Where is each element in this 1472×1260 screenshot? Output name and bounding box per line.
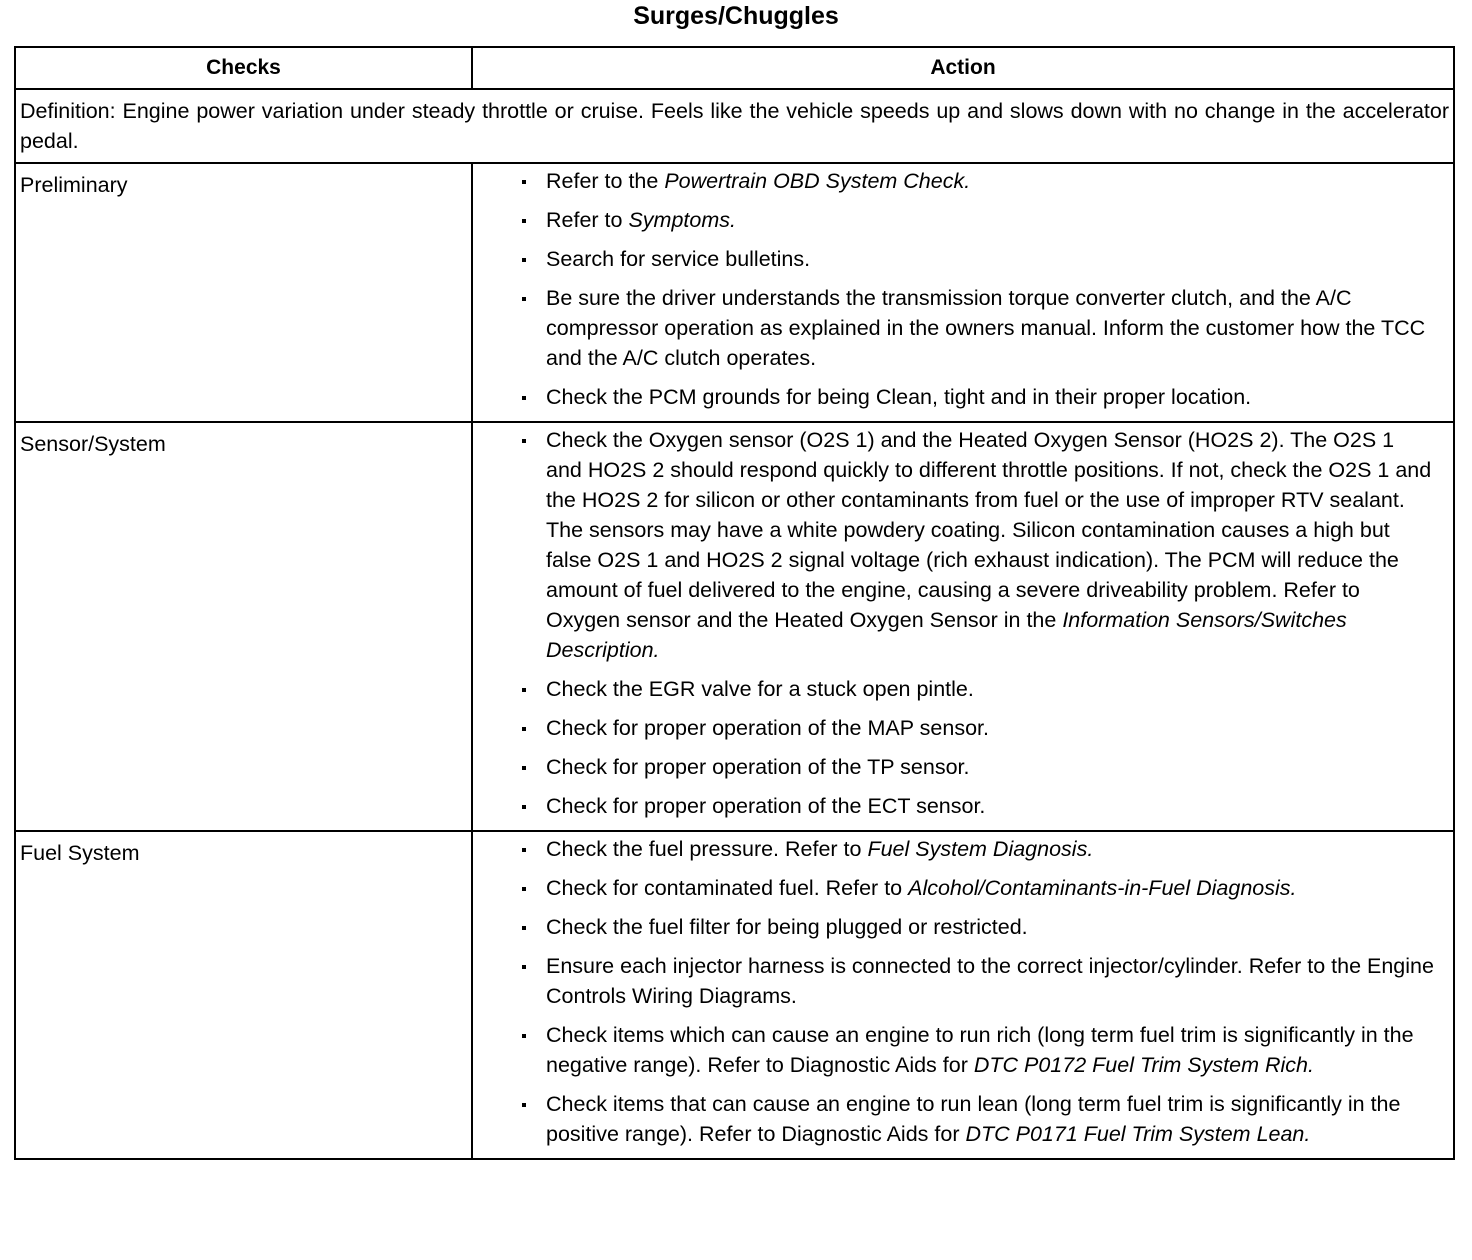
table-row [15,831,1454,1159]
action-text: Check for contaminated fuel. Refer to [546,876,909,900]
action-cell [472,422,1454,831]
action-text: Be sure the driver understands the transmission torque converter clutch, and the A/C compressor operation as explained in the owners manual. Inform the customer how the TCC and the A/C clutch operates. [546,286,1426,370]
action-item [521,674,1435,704]
page-title: Surges/Chuggles [633,2,839,30]
check-category: Preliminary [15,163,472,422]
action-item [521,283,1435,373]
action-text: Refer to [546,208,629,232]
table-row [15,422,1454,831]
action-text: Check the fuel filter for being plugged or restricted. [546,915,1028,939]
check-category: Sensor/System [15,422,472,831]
action-item [521,752,1435,782]
action-item [521,425,1435,665]
action-list [473,164,1453,412]
definition-text: Definition: Engine power variation under steady throttle or cruise. Feels like the vehicle speeds up and slows down with no change in the accelerator pedal. [15,89,1454,163]
action-item [521,205,1435,235]
reference-text: Fuel System Diagnosis. [867,837,1094,861]
action-item [521,912,1435,942]
action-item [521,1089,1435,1149]
action-item [521,713,1435,743]
reference-text: DTC P0171 Fuel Trim System Lean. [965,1122,1311,1146]
action-text: Check the PCM grounds for being Clean, tight and in their proper location. [546,385,1252,409]
action-text: Check items that can cause an engine to run lean (long term fuel trim is significantly in the positive range). Refer to Diagnostic Aids for [546,1092,1401,1146]
action-text: Refer to the [546,169,665,193]
diagnosis-table [14,46,1455,1160]
action-item [521,791,1435,821]
action-text: Check items which can cause an engine to run rich (long term fuel trim is significantly in the negative range). Refer to Diagnostic Aids for [546,1023,1414,1077]
definition-row [15,89,1454,163]
check-category: Fuel System [15,831,472,1159]
reference-text: Symptoms. [628,208,736,232]
action-text: Check for proper operation of the ECT sensor. [546,794,986,818]
table-row [15,163,1454,422]
action-cell [472,831,1454,1159]
reference-text: Powertrain OBD System Check. [664,169,971,193]
header-action: Action [472,47,1454,89]
action-text: Check the EGR valve for a stuck open pintle. [546,677,974,701]
action-item [521,382,1435,412]
action-item [521,166,1435,196]
action-text: Check for proper operation of the TP sensor. [546,755,970,779]
action-item [521,1020,1435,1080]
action-list [473,832,1453,1149]
action-text: Check the fuel pressure. Refer to [546,837,868,861]
action-item [521,834,1435,864]
action-text: Search for service bulletins. [546,247,811,271]
action-item [521,244,1435,274]
reference-text: DTC P0172 Fuel Trim System Rich. [973,1053,1314,1077]
reference-text: Information Sensors/Switches Description. [546,608,1347,662]
header-checks: Checks [15,47,472,89]
action-list [473,423,1453,821]
action-item [521,873,1435,903]
action-cell [472,163,1454,422]
reference-text: Alcohol/Contaminants-in-Fuel Diagnosis. [908,876,1297,900]
table-header-row [15,47,1454,89]
action-text: Ensure each injector harness is connected to the correct injector/cylinder. Refer to the Engine Controls Wiring Diagrams. [546,954,1434,1008]
action-text: Check for proper operation of the MAP sensor. [546,716,989,740]
action-text: Check the Oxygen sensor (O2S 1) and the Heated Oxygen Sensor (HO2S 2). The O2S 1 and HO2S 2 should respond quickly to different throttle positions. If not, check the O2S 1 and the HO2S 2 for silicon or other contaminants from fuel or the use of improper RTV sealant. The sensors may have a white powdery coating. Silicon contamination causes a high but false O2S 1 and HO2S 2 signal voltage (rich exhaust indication). The PCM will reduce the amount of fuel delivered to the engine, causing a severe driveability problem. Refer to Oxygen sensor and the Heated Oxygen Sensor in the [546,428,1432,632]
action-item [521,951,1435,1011]
